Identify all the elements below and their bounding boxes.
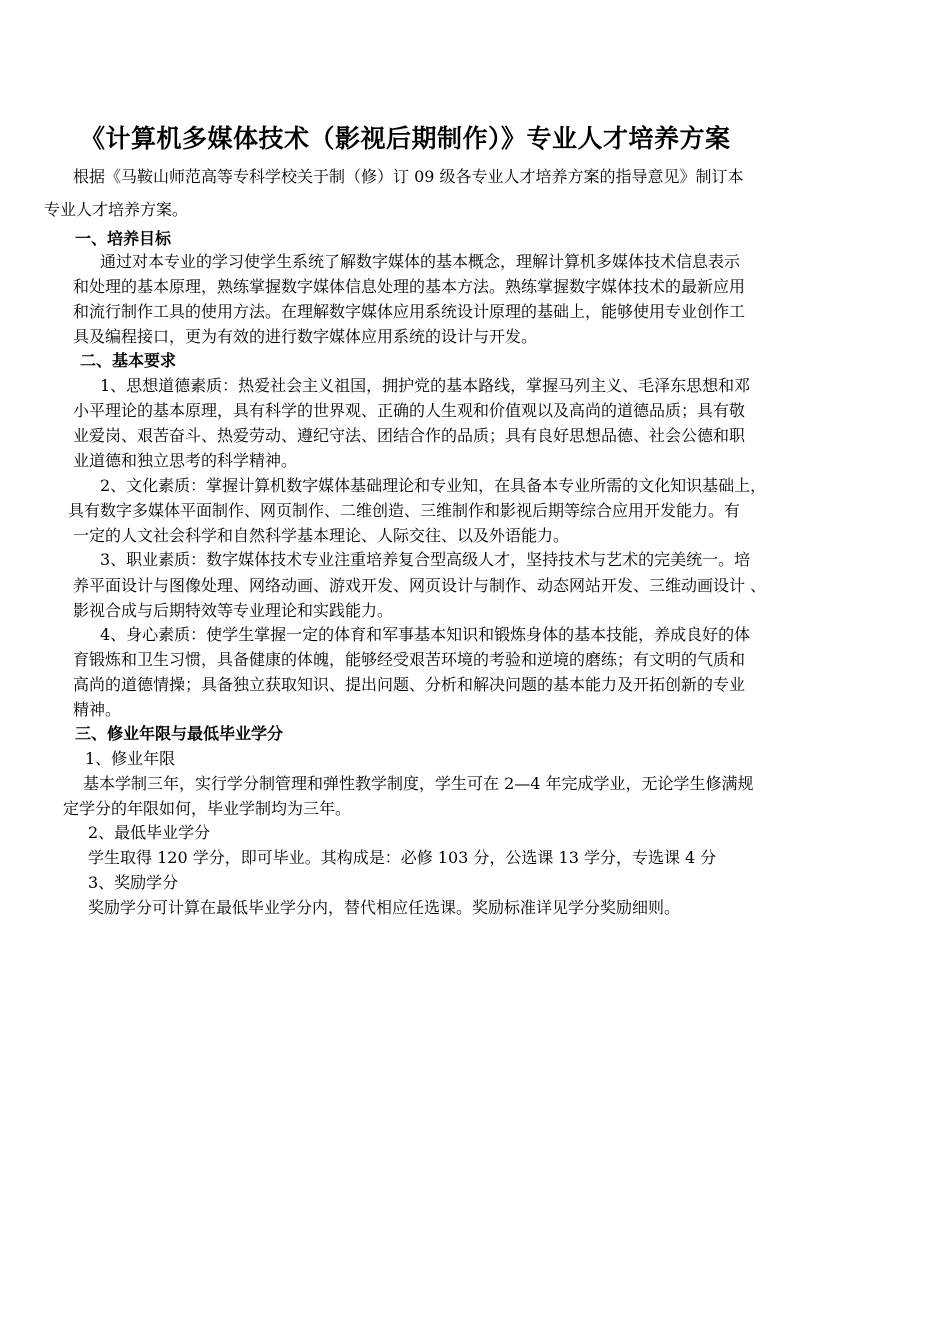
requirement-2-line: 一定的人文社会科学和自然科学基本理论、人际交往、以及外语能力。 [73, 526, 570, 545]
requirement-4-line: 育锻炼和卫生习惯，具备健康的体魄，能够经受艰苦环境的考验和逆境的磨练；有文明的气质和 [73, 650, 746, 669]
requirement-4-line: 4、身心素质：使学生掌握一定的体育和军事基本知识和锻炼身体的基本技能，养成良好的体 [100, 625, 751, 644]
study-years-line: 基本学制三年，实行学分制管理和弹性教学制度，学生可在 2—4 年完成学业，无论学生修满规 [83, 774, 754, 793]
requirement-2-line: 具有数字多媒体平面制作、网页制作、二维创造、三维制作和影视后期等综合应用开发能力。有 [68, 501, 741, 520]
requirement-4-line: 高尚的道德情操；具备独立获取知识、提出问题、分析和解决问题的基本能力及开拓创新的专业 [73, 675, 746, 694]
goals-paragraph-line: 和流行制作工具的使用方法。在理解数字媒体应用系统设计原理的基础上，能够使用专业创作工 [73, 302, 746, 321]
document-title: 《计算机多媒体技术（影视后期制作）》专业人才培养方案 [80, 124, 731, 153]
intro-line: 专业人才培养方案。 [44, 200, 189, 219]
requirement-3-line: 3、职业素质：数字媒体技术专业注重培养复合型高级人才，坚持技术与艺术的完美统一。培 [100, 550, 751, 569]
requirement-1-line: 业道德和独立思考的科学精神。 [73, 451, 298, 470]
section-heading-study-years: 三、修业年限与最低毕业学分 [75, 724, 284, 743]
section-heading-requirements: 二、基本要求 [80, 351, 177, 370]
goals-paragraph-line: 和处理的基本原理，熟练掌握数字媒体信息处理的基本方法。熟练掌握数字媒体技术的最新应用 [73, 277, 746, 296]
goals-paragraph-line: 具及编程接口，更为有效的进行数字媒体应用系统的设计与开发。 [73, 327, 538, 346]
study-years-line: 定学分的年限如何，毕业学制均为三年。 [63, 799, 352, 818]
section-heading-goals: 一、培养目标 [75, 229, 172, 248]
requirement-4-line: 精神。 [73, 700, 122, 719]
requirement-1-line: 业爱岗、艰苦奋斗、热爱劳动、遵纪守法、团结合作的品质；具有良好思想品德、社会公德和职 [73, 426, 746, 445]
subheading-min-credits: 2、最低毕业学分 [88, 823, 211, 842]
subheading-reward-credits: 3、奖励学分 [88, 873, 179, 892]
intro-line: 根据《马鞍山师范高等专科学校关于制（修）订 09 级各专业人才培养方案的指导意见》制订本 [73, 167, 744, 186]
min-credits-line: 学生取得 120 学分，即可毕业。其构成是：必修 103 分，公选课 13 学分，专选课 4 分 [88, 848, 717, 867]
requirement-2-line: 2、文化素质：掌握计算机数字媒体基础理论和专业知，在具备本专业所需的文化知识基础上， [100, 476, 767, 495]
requirement-1-line: 小平理论的基本原理，具有科学的世界观、正确的人生观和价值观以及高尚的道德品质；具有敬 [73, 401, 746, 420]
goals-paragraph-line: 通过对本专业的学习使学生系统了解数字媒体的基本概念，理解计算机多媒体技术信息表示 [100, 252, 741, 271]
requirement-3-line: 养平面设计与图像处理、网络动画、游戏开发、网页设计与制作、动态网站开发、三维动画设计 、 [73, 576, 767, 595]
subheading-study-years: 1、修业年限 [85, 749, 176, 768]
reward-credits-line: 奖励学分可计算在最低毕业学分内，替代相应任选课。奖励标准详见学分奖励细则。 [88, 898, 681, 917]
requirement-3-line: 影视合成与后期特效等专业理论和实践能力。 [73, 601, 394, 620]
requirement-1-line: 1、思想道德素质：热爱社会主义祖国，拥护党的基本路线，掌握马列主义、毛泽东思想和邓 [100, 376, 751, 395]
